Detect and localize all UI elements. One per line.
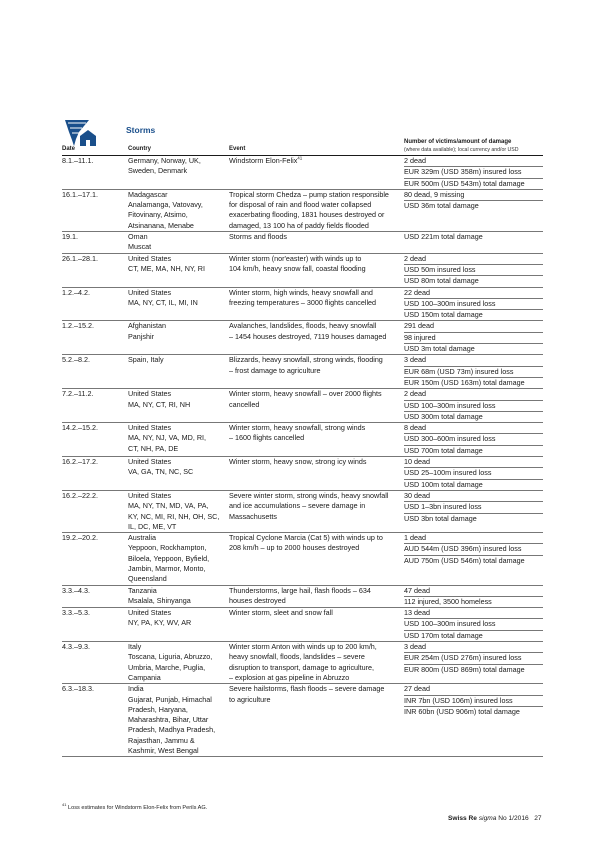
- victims-cell: [404, 232, 543, 254]
- victims-cell-line: AUD 544m (USD 396m) insured loss: [404, 544, 543, 555]
- country-cell-line: MA, NY, NJ, VA, MD, RI,: [128, 433, 207, 443]
- folio-brand: Swiss Re: [448, 815, 477, 822]
- country-cell-line: Queensland: [128, 574, 167, 584]
- victims-cell: [404, 253, 543, 287]
- country-cell-line: Jambin, Marmor, Monto,: [128, 563, 206, 573]
- country-cell-line: United States: [128, 287, 172, 297]
- event-cell: [229, 389, 404, 423]
- country-cell-line: Analamanga, Vatovavy,: [128, 200, 203, 210]
- event-cell-line: to agriculture: [229, 694, 271, 704]
- date-cell: [62, 533, 128, 585]
- event-cell-line: – frost damage to agriculture: [229, 365, 321, 375]
- country-cell-line: Msalala, Shinyanga: [128, 595, 191, 605]
- date-cell-line: 1.2.–4.2.: [62, 287, 90, 297]
- event-cell-line: – 1600 flights cancelled: [229, 433, 305, 443]
- event-cell-line: Storms and floods: [229, 232, 287, 242]
- event-cell: [229, 490, 404, 532]
- victims-cell: [404, 189, 543, 231]
- date-cell: [62, 490, 128, 532]
- event-cell-line: houses destroyed: [229, 595, 286, 605]
- storms-table: [62, 156, 543, 757]
- country-cell-line: United States: [128, 389, 172, 399]
- date-cell: [62, 355, 128, 389]
- victims-cell-line: USD 300–600m insured loss: [404, 434, 543, 445]
- victims-cell: [404, 490, 543, 532]
- date-cell-line: 3.3.–5.3.: [62, 608, 90, 618]
- event-cell-line: Windstorm Elon-Felix$^{41}$: [229, 155, 303, 165]
- victims-cell-line: 47 dead: [404, 586, 543, 597]
- country-cell-line: Germany, Norway, UK,: [128, 156, 201, 165]
- date-cell: [62, 189, 128, 231]
- event-cell-line: Winter storm (nor'easter) with winds up to: [229, 253, 362, 263]
- country-cell-line: NY, PA, KY, WV, AR: [128, 618, 192, 628]
- country-cell-line: Yeppoon, Rockhampton,: [128, 543, 207, 553]
- event-cell-line: for disposal of rain and flood water collapsed: [229, 200, 372, 210]
- country-cell-line: India: [128, 684, 144, 694]
- victims-cell-line: 3 dead: [404, 642, 543, 653]
- country-cell-line: Muscat: [128, 242, 152, 252]
- country-cell-line: Tanzania: [128, 585, 157, 595]
- country-cell-line: KY, NC, MI, RI, NH, OH, SC,: [128, 511, 220, 521]
- country-cell-line: Rajasthan, Jammu &: [128, 735, 195, 745]
- country-cell-line: United States: [128, 490, 172, 500]
- event-cell: [229, 287, 404, 321]
- event-cell-line: Tropical storm Chedza – pump station responsible: [229, 189, 389, 199]
- date-cell: [62, 156, 128, 189]
- victims-cell-line: USD 3m total damage: [404, 344, 475, 354]
- table-row: [62, 608, 543, 642]
- victims-header-subtitle: (where data available); local currency and/or USD: [404, 147, 519, 153]
- victims-cell-line: USD 100–300m insured loss: [404, 401, 543, 412]
- victims-cell: [404, 156, 543, 189]
- date-cell-line: 6.3.–18.3.: [62, 684, 94, 694]
- event-cell-line: Winter storm, heavy snowfall – over 2000 flights: [229, 389, 382, 399]
- event-cell-line: – 1454 houses destroyed, 7119 houses damaged: [229, 331, 387, 341]
- date-cell: [62, 457, 128, 491]
- victims-cell: [404, 642, 543, 684]
- date-cell-line: 4.3.–9.3.: [62, 642, 90, 652]
- footnote-text: Loss estimates for Windstorm Elon-Felix from Perils AG.: [68, 805, 208, 811]
- country-cell-line: MA, NY, CT, IL, MI, IN: [128, 297, 198, 307]
- event-cell-line: heavy snowfall, floods, landslides – severe: [229, 652, 365, 662]
- event-cell-line: Winter storm, sleet and snow fall: [229, 608, 333, 618]
- victims-cell: [404, 355, 543, 389]
- date-cell-line: 1.2.–15.2.: [62, 321, 94, 331]
- date-cell: [62, 642, 128, 684]
- event-cell-line: Severe winter storm, strong winds, heavy snowfall: [229, 490, 389, 500]
- table-row: [62, 423, 543, 457]
- country-cell: [128, 389, 229, 423]
- country-cell-line: Fitovinany, Atsimo,: [128, 210, 188, 220]
- footnote-reference: 41: [297, 155, 303, 161]
- country-cell-line: United States: [128, 423, 172, 433]
- date-cell-line: 19.1.: [62, 232, 78, 242]
- country-cell: [128, 287, 229, 321]
- date-cell-line: 8.1.–11.1.: [62, 156, 94, 165]
- date-cell-line: 14.2.–15.2.: [62, 423, 98, 433]
- date-cell-line: 16.2.–17.2.: [62, 457, 98, 467]
- country-cell: [128, 457, 229, 491]
- victims-cell-line: USD 25–100m insured loss: [404, 468, 543, 479]
- victims-cell-line: 13 dead: [404, 608, 543, 619]
- country-cell: [128, 684, 229, 757]
- event-cell-line: exacerbating flooding, 1831 houses destroyed or: [229, 210, 385, 220]
- country-cell-line: VA, GA, TN, NC, SC: [128, 467, 194, 477]
- table-row: [62, 189, 543, 231]
- footnote-mark: 41: [62, 802, 67, 808]
- country-cell-line: MA, NY, TN, MD, VA, PA,: [128, 501, 209, 511]
- event-cell: [229, 642, 404, 684]
- victims-cell-line: USD 36m total damage: [404, 201, 479, 211]
- victims-cell-line: USD 80m total damage: [404, 276, 479, 286]
- table-row: [62, 321, 543, 355]
- victims-cell-line: 80 dead, 9 missing: [404, 190, 543, 201]
- date-cell-line: 19.2.–20.2.: [62, 533, 98, 543]
- date-cell: [62, 684, 128, 757]
- folio-issue: No 1/2016: [498, 815, 529, 822]
- victims-cell: [404, 423, 543, 457]
- victims-cell-line: USD 3bn total damage: [404, 513, 477, 523]
- victims-cell-line: USD 100m total damage: [404, 479, 483, 489]
- country-cell: [128, 189, 229, 231]
- date-cell: [62, 608, 128, 642]
- victims-cell-line: USD 50m insured loss: [404, 265, 543, 276]
- country-cell-line: CT, NH, PA, DE: [128, 443, 179, 453]
- victims-cell-line: USD 700m total damage: [404, 445, 483, 455]
- country-cell: [128, 156, 229, 189]
- victims-cell-line: USD 100–300m insured loss: [404, 299, 543, 310]
- event-cell-line: – explosion at gas pipeline in Abruzzo: [229, 672, 350, 682]
- victims-cell-line: USD 100–300m insured loss: [404, 619, 543, 630]
- victims-cell-line: 8 dead: [404, 423, 543, 434]
- country-cell: [128, 585, 229, 608]
- country-cell: [128, 490, 229, 532]
- country-cell-line: Pradesh, Madhya Pradesh,: [128, 725, 216, 735]
- country-cell: [128, 423, 229, 457]
- victims-cell-line: USD 170m total damage: [404, 630, 483, 640]
- event-cell-line: Tropical Cyclone Marcia (Cat 5) with winds up to: [229, 533, 383, 543]
- date-cell: [62, 321, 128, 355]
- table-row: [62, 232, 543, 254]
- date-cell: [62, 389, 128, 423]
- table-row: [62, 355, 543, 389]
- victims-cell-line: 22 dead: [404, 288, 543, 299]
- country-cell-line: Panjshir: [128, 331, 154, 341]
- date-cell: [62, 585, 128, 608]
- date-cell-line: 16.1.–17.1.: [62, 189, 98, 199]
- country-cell-line: Sweden, Denmark: [128, 166, 188, 176]
- country-cell-line: Pradesh, Haryana,: [128, 704, 188, 714]
- event-cell: [229, 253, 404, 287]
- country-cell-line: United States: [128, 457, 172, 467]
- country-cell-line: CT, ME, MA, NH, NY, RI: [128, 263, 205, 273]
- victims-cell-line: 3 dead: [404, 355, 543, 366]
- table-row: [62, 642, 543, 684]
- event-cell-line: disruption to transport, damage to agriculture,: [229, 662, 375, 672]
- page-number: 27: [534, 815, 542, 822]
- country-cell-line: Italy: [128, 642, 142, 652]
- victims-cell-line: 10 dead: [404, 457, 543, 468]
- country-cell-line: United States: [128, 253, 172, 263]
- storms-table-body: [62, 156, 543, 757]
- table-row: [62, 156, 543, 189]
- victims-cell-line: 1 dead: [404, 533, 543, 544]
- table-row: [62, 585, 543, 608]
- country-cell-line: Oman: [128, 232, 148, 242]
- event-cell-line: damaged, 13 100 ha of paddy fields flooded: [229, 220, 369, 230]
- victims-cell-line: EUR 500m (USD 543m) total damage: [404, 178, 525, 188]
- country-cell: [128, 232, 229, 254]
- country-cell: [128, 642, 229, 684]
- date-column-header: Date: [62, 146, 76, 152]
- country-column-header: Country: [128, 146, 151, 152]
- victims-cell: [404, 585, 543, 608]
- victims-cell-line: EUR 254m (USD 276m) insured loss: [404, 653, 543, 664]
- event-cell-line: and ice accumulations – severe damage in: [229, 501, 366, 511]
- victims-cell: [404, 389, 543, 423]
- victims-cell-line: 112 injured, 3500 homeless: [404, 596, 492, 606]
- victims-cell: [404, 684, 543, 757]
- country-cell-line: United States: [128, 608, 172, 618]
- victims-cell-line: USD 1–3bn insured loss: [404, 502, 543, 513]
- page-folio: [448, 815, 542, 822]
- victims-cell-line: 2 dead: [404, 254, 543, 265]
- victims-cell-line: USD 150m total damage: [404, 310, 483, 320]
- date-cell: [62, 232, 128, 254]
- country-cell-line: Spain, Italy: [128, 355, 164, 365]
- country-cell-line: Afghanistan: [128, 321, 166, 331]
- victims-cell-line: 27 dead: [404, 684, 543, 695]
- event-cell-line: freezing temperatures – 3000 flights cancelled: [229, 297, 377, 307]
- country-cell-line: Gujarat, Punjab, Himachal: [128, 694, 212, 704]
- victims-cell-line: INR 60bn (USD 906m) total damage: [404, 706, 520, 716]
- victims-cell: [404, 321, 543, 355]
- country-cell-line: Toscana, Liguria, Abruzzo,: [128, 652, 213, 662]
- table-row: [62, 457, 543, 491]
- country-cell-line: MA, NY, CT, RI, NH: [128, 399, 191, 409]
- footnote: [62, 802, 208, 811]
- event-cell-line: cancelled: [229, 399, 260, 409]
- event-cell-line: Severe hailstorms, flash floods – severe damage: [229, 684, 385, 694]
- country-cell: [128, 355, 229, 389]
- date-cell-line: 5.2.–8.2.: [62, 355, 90, 365]
- country-cell-line: Biloela, Yeppoon, Byfield,: [128, 553, 210, 563]
- event-cell: [229, 457, 404, 491]
- event-cell: [229, 684, 404, 757]
- victims-cell-line: 98 injured: [404, 333, 543, 344]
- folio-publication: sigma: [478, 815, 497, 822]
- table-row: [62, 490, 543, 532]
- date-cell: [62, 423, 128, 457]
- country-cell-line: Madagascar: [128, 189, 168, 199]
- event-cell-line: Winter storm, heavy snowfall, strong winds: [229, 423, 366, 433]
- victims-cell-line: 2 dead: [404, 156, 543, 167]
- event-cell: [229, 608, 404, 642]
- country-cell-line: Kashmir, West Bengal: [128, 746, 199, 756]
- victims-cell-line: EUR 800m (USD 869m) total damage: [404, 664, 525, 674]
- event-cell-line: Avalanches, landslides, floods, heavy snowfall: [229, 321, 377, 331]
- victims-header-title: Number of victims/amount of damage: [404, 139, 512, 145]
- victims-cell: [404, 608, 543, 642]
- table-row: [62, 253, 543, 287]
- event-cell: [229, 321, 404, 355]
- country-cell: [128, 533, 229, 585]
- event-cell-line: Thunderstorms, large hail, flash floods – 634: [229, 585, 371, 595]
- event-cell: [229, 156, 404, 189]
- victims-cell-line: EUR 68m (USD 73m) insured loss: [404, 367, 543, 378]
- victims-cell-line: EUR 150m (USD 163m) total damage: [404, 377, 525, 387]
- table-row: [62, 287, 543, 321]
- date-cell-line: 3.3.–4.3.: [62, 585, 90, 595]
- event-cell-line: Winter storm Anton with winds up to 200 km/h,: [229, 642, 377, 652]
- date-cell: [62, 253, 128, 287]
- table-row: [62, 533, 543, 585]
- victims-cell-line: INR 7bn (USD 106m) insured loss: [404, 696, 543, 707]
- event-cell: [229, 355, 404, 389]
- event-cell-line: Blizzards, heavy snowfall, strong winds, flooding: [229, 355, 383, 365]
- country-cell-line: IL, DC, ME, VT: [128, 521, 177, 531]
- victims-cell-line: AUD 750m (USD 546m) total damage: [404, 555, 525, 565]
- country-cell-line: Maharashtra, Bihar, Uttar: [128, 715, 209, 725]
- table-row: [62, 389, 543, 423]
- date-cell-line: 26.1.–28.1.: [62, 253, 98, 263]
- country-cell-line: Atsinanana, Menabe: [128, 220, 194, 230]
- country-cell-line: Australia: [128, 533, 156, 543]
- event-cell: [229, 423, 404, 457]
- victims-cell-line: USD 221m total damage: [404, 232, 483, 242]
- victims-cell-line: 291 dead: [404, 321, 543, 332]
- event-cell-line: Winter storm, heavy snow, strong icy winds: [229, 457, 367, 467]
- event-column-header: Event: [229, 146, 246, 152]
- event-cell-line: 208 km/h – up to 2000 houses destroyed: [229, 543, 360, 553]
- victims-cell-line: 2 dead: [404, 389, 543, 400]
- country-cell: [128, 321, 229, 355]
- event-cell: [229, 533, 404, 585]
- event-cell: [229, 585, 404, 608]
- date-cell-line: 16.2.–22.2.: [62, 490, 98, 500]
- event-cell: [229, 232, 404, 254]
- date-cell-line: 7.2.–11.2.: [62, 389, 94, 399]
- storm-tornado-icon: [62, 116, 98, 148]
- event-cell: [229, 189, 404, 231]
- country-cell: [128, 253, 229, 287]
- victims-cell: [404, 533, 543, 585]
- victims-cell-line: USD 300m total damage: [404, 411, 483, 421]
- table-row: [62, 684, 543, 757]
- victims-cell-line: EUR 329m (USD 358m) insured loss: [404, 167, 543, 178]
- event-cell-line: Winter storm, high winds, heavy snowfall and: [229, 287, 373, 297]
- victims-cell: [404, 287, 543, 321]
- section-title: Storms: [126, 125, 156, 135]
- country-cell-line: Campania: [128, 672, 161, 682]
- event-cell-line: 104 km/h, heavy snow fall, coastal flooding: [229, 263, 366, 273]
- victims-cell-line: 30 dead: [404, 491, 543, 502]
- country-cell: [128, 608, 229, 642]
- date-cell: [62, 287, 128, 321]
- victims-cell: [404, 457, 543, 491]
- event-cell-line: Massachusetts: [229, 511, 277, 521]
- country-cell-line: Umbria, Marche, Puglia,: [128, 662, 206, 672]
- victims-header: [404, 138, 518, 154]
